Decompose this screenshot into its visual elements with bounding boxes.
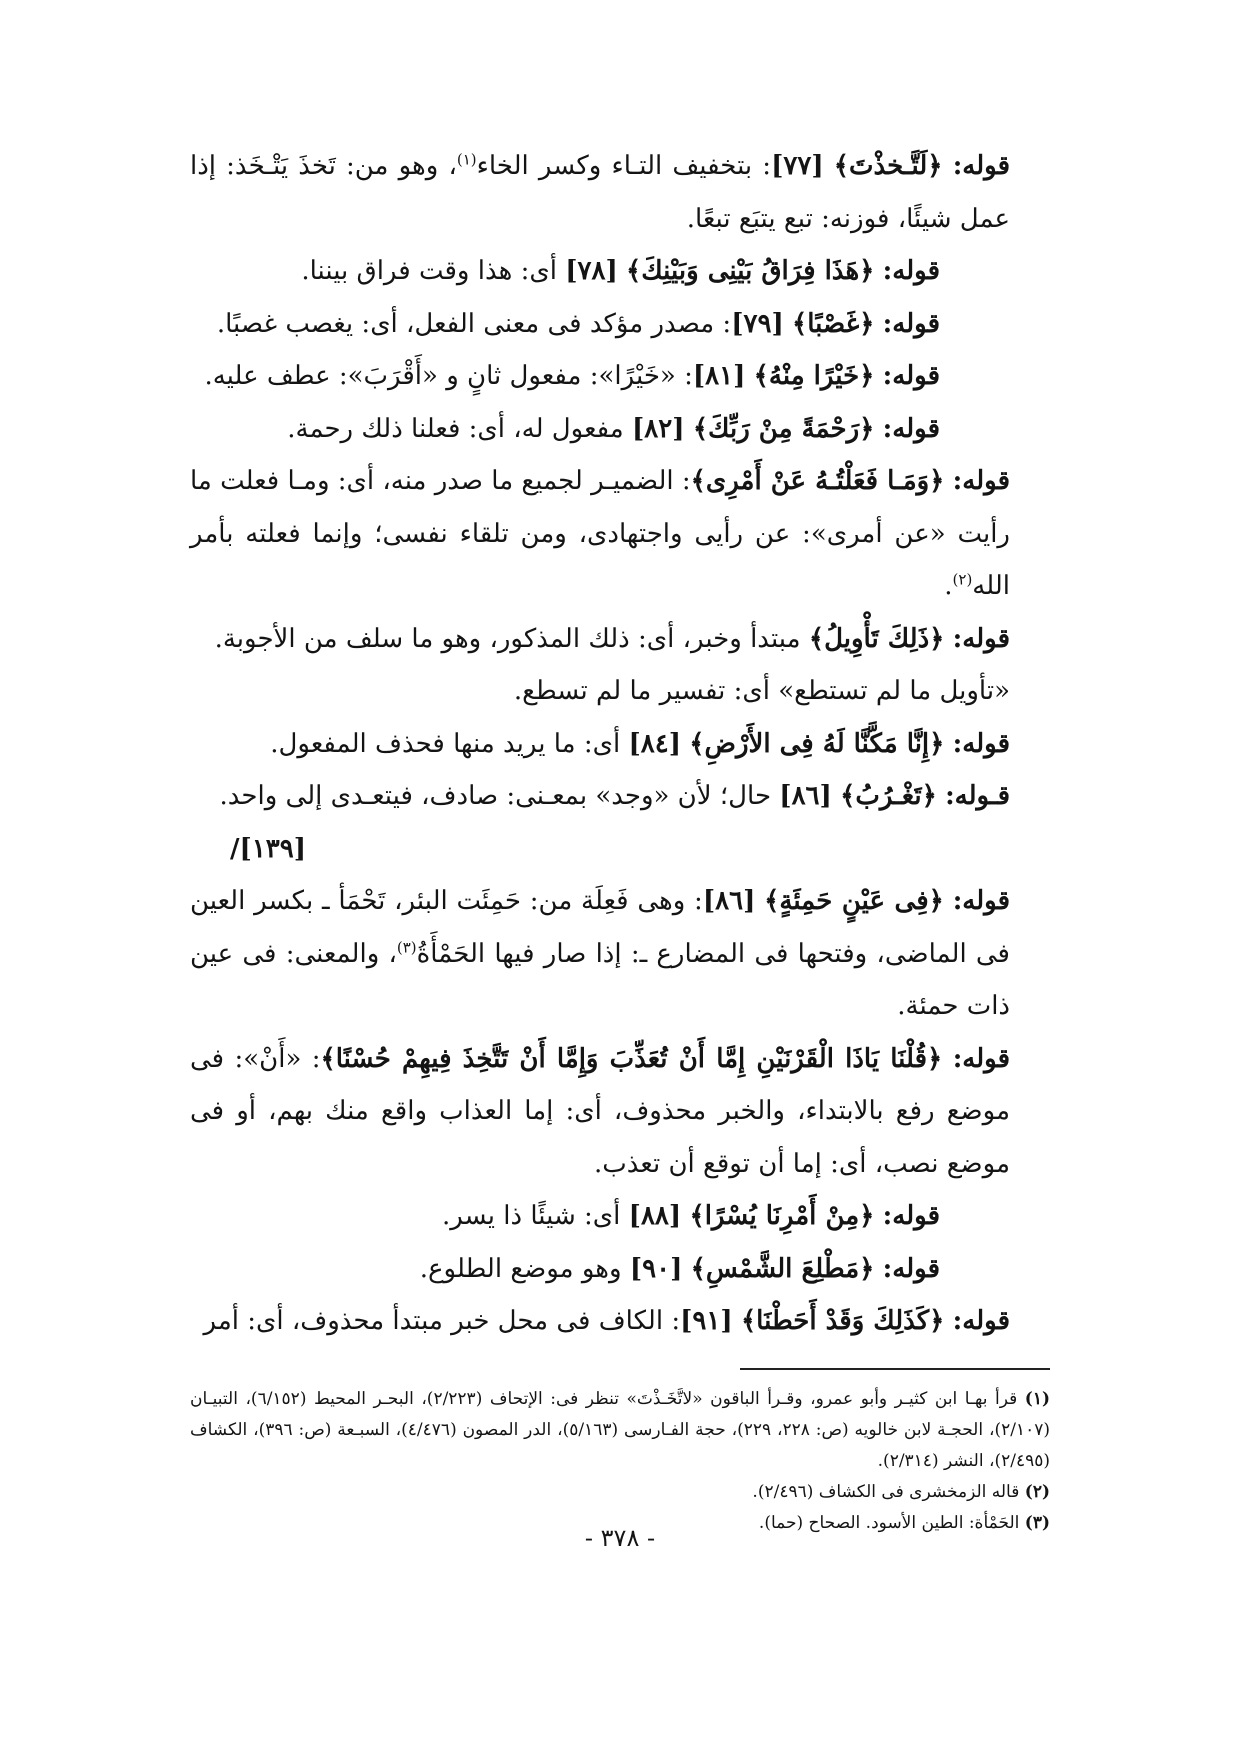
- footnote-text: قرأ بهـا ابن كثيـر وأبو عمرو، وقـرأ الباقون «لاتَّخَـذْتَ» تنظر فى: الإتحاف (٢/٢٢٣)، البحـر المحيط (٦/١٥٢)، التبيـان (٢/١٠٧)، الحجـة لابن خالويه (ص: ٢٢٨، ٢٢٩)، حجة الفـارسى (٥/١٦٣)، الدر المصون (٤/٤٧٦)، السبـعة (ص: ٣٩٦)، الكشاف (٢/٤٩٥)، النشر (٢/٣١٤).: [190, 1388, 1050, 1471]
- entry-text: .: [944, 571, 953, 601]
- entry-86-hamia: [190, 875, 1050, 1033]
- quran-quote: ﴿وَمَـا فَعَلْتُـهُ عَنْ أَمْرِى﴾: [690, 466, 945, 496]
- footnote-1: [190, 1384, 1050, 1477]
- verse-number: [٧٩]: [731, 308, 784, 339]
- quran-quote: ﴿فِى عَيْنٍ حَمِئَةٍ﴾: [764, 886, 944, 916]
- book-page: [190, 140, 1050, 1700]
- quran-quote: ﴿مَطْلِعَ الشَّمْسِ﴾: [690, 1253, 875, 1284]
- verse-number: [٧٧]: [771, 151, 824, 181]
- entry-label: قوله:: [952, 1043, 1011, 1074]
- entry-text: : «أَنْ»: فى موضع رفع بالابتداء، والخبر محذوف، أى: إما العذاب واقع منك بهم، أو فى موضع نصب، أى: إما أن توقع أن تعذب.: [190, 1043, 1010, 1179]
- entry-label: قـوله:: [945, 781, 1010, 811]
- entry-text: ، والمعنى: فى عين ذات حمئة.: [190, 938, 1010, 1021]
- quran-quote: ﴿تَغْـرُبُ﴾: [840, 781, 937, 811]
- footnote-number: (١): [1024, 1388, 1050, 1409]
- entry-label: قوله:: [952, 728, 1010, 759]
- entry-text: مبتدأ وخبر، أى: ذلك المذكور، وهو ما سلف من الأجوبة.: [214, 623, 801, 654]
- entry-label: قوله:: [952, 151, 1011, 181]
- footnote-number: (٣): [1024, 1512, 1050, 1533]
- entry-label: قوله:: [882, 308, 940, 339]
- footnote-number: (٢): [1024, 1481, 1050, 1502]
- entry-text: : بتخفيف التـاء وكسر الخاء: [476, 151, 772, 181]
- entry-text: أى: هذا وقت فراق بيننا.: [301, 256, 557, 286]
- verse-number: [٨٤]: [628, 728, 682, 759]
- quran-quote: ﴿رَحْمَةً مِنْ رَبِّكَ﴾: [692, 413, 875, 444]
- entry-text: أى: ما يريد منها فحذف المفعول.: [270, 728, 621, 759]
- footnote-2: [190, 1477, 1050, 1508]
- entry-label: قوله:: [952, 1306, 1010, 1336]
- entry-label: قوله:: [952, 623, 1010, 654]
- entry-82-amr: [190, 455, 1050, 613]
- footnotes: [190, 1384, 1050, 1539]
- entry-text: أى: شيئًا ذا يسر.: [441, 1201, 621, 1231]
- verse-number: [٩١]: [680, 1306, 733, 1336]
- entry-86: [190, 770, 1050, 823]
- entry-text: وهو موضع الطلوع.: [419, 1253, 622, 1284]
- entry-label: قوله:: [882, 1201, 940, 1231]
- quran-quote: ﴿ذَلِكَ تَأْوِيلُ﴾: [808, 623, 945, 654]
- entry-text: : مصدر مؤكد فى معنى الفعل، أى: يغصب غصبًا.: [216, 308, 732, 339]
- entry-text: : الضميـر لجميع ما صدر منه، أى: ومـا فعلت ما رأيت «عن أمرى»: عن رأيى واجتهادى، ومن تلقاء نفسى؛ وإنما فعلته بأمر الله: [189, 466, 1010, 601]
- quran-quote: ﴿إِنَّا مَكَّنَّا لَهُ فِى الأَرْضِ﴾: [689, 728, 945, 759]
- entry-text: «تأويل ما لم تستطع» أى: تفسير ما لم تسطع.: [513, 676, 1010, 706]
- entry-81: [190, 350, 1050, 403]
- entry-label: قوله:: [952, 466, 1010, 496]
- footnote-text: قاله الزمخشرى فى الكشاف (٢/٤٩٦).: [752, 1481, 1020, 1502]
- quran-quote: ﴿قُلْنَا يَاذَا الْقَرْنَيْنِ إِمَّا أَنْ تُعَذِّبَ وَإِمَّا أَنْ تَتَّخِذَ فِيهِمْ حُسْنًا﴾: [320, 1043, 943, 1074]
- entry-label: قوله:: [882, 1253, 940, 1284]
- verse-number: [٩٠]: [629, 1253, 683, 1284]
- entry-90: [190, 1243, 1050, 1296]
- quran-quote: ﴿غَصْبًا﴾: [792, 308, 875, 339]
- entry-82-tawil-2: [190, 665, 1050, 718]
- quran-quote: ﴿كَذَلِكَ وَقَدْ أَحَطْنَا﴾: [740, 1306, 945, 1336]
- entry-text: : «خَيْرًا»: مفعول ثانٍ و «أَقْرَبَ»: عطف عليه.: [204, 361, 693, 391]
- entry-label: قوله:: [882, 256, 940, 286]
- commentary-text: [190, 140, 1050, 1348]
- entry-text: ، وهو من: تَخذَ يَتْـخَذ: إذا عمل شيئًا، فوزنه: تبع يتبَع تبعًا.: [190, 151, 1010, 234]
- entry-82-tawil: [190, 613, 1050, 666]
- footnote-divider: [740, 1368, 1050, 1370]
- verse-number: [٨٦]: [779, 781, 832, 811]
- entry-79: [190, 298, 1050, 351]
- quran-quote: ﴿خَيْرًا مِنْهُ﴾: [753, 361, 875, 391]
- footnote-ref: (٢): [952, 570, 973, 589]
- entry-text: حال؛ لأن «وجد» بمعـنى: صادف، فيتعـدى إلى واحد.: [219, 781, 772, 811]
- verse-number: [٨٨]: [628, 1201, 682, 1231]
- entry-77: [190, 140, 1050, 245]
- entry-78: [190, 245, 1050, 298]
- verse-number: [٨١]: [692, 361, 746, 391]
- entry-label: قوله:: [952, 886, 1011, 916]
- entry-text: مفعول له، أى: فعلنا ذلك رحمة.: [287, 413, 624, 444]
- entry-88: [190, 1190, 1050, 1243]
- footnote-ref: (٣): [396, 937, 417, 956]
- page-number: - ٣٧٨ -: [584, 1524, 656, 1552]
- entry-86-qarnayn: [190, 1033, 1050, 1191]
- entry-91: [190, 1295, 1050, 1348]
- quran-quote: ﴿لَتَّـخذْتَ﴾: [833, 151, 943, 181]
- entry-text: : الكاف فى محل خبر مبتدأ محذوف، أى: أمر: [203, 1306, 681, 1336]
- entry-82: [190, 403, 1050, 456]
- entry-label: قوله:: [882, 413, 940, 444]
- verse-number: [٧٨]: [565, 256, 618, 286]
- folio-marker: /[١٣٩]: [230, 833, 307, 864]
- quran-quote: ﴿هَذَا فِرَاقُ بَيْنِى وَبَيْنِكَ﴾: [626, 256, 875, 286]
- footnote-text: الحَمْأة: الطين الأسود. الصحاح (حما).: [758, 1512, 1020, 1533]
- footnote-ref: (١): [456, 150, 477, 169]
- entry-84: [190, 718, 1050, 771]
- quran-quote: ﴿مِنْ أَمْرِنَا يُسْرًا﴾: [689, 1201, 875, 1231]
- entry-label: قوله:: [882, 361, 940, 391]
- verse-number: [٨٦]: [702, 886, 756, 916]
- entry-text: : وهى فَعِلَة من: حَمِئَت البئر، تَحْمَأ ـ بكسر العين فى الماضى، وفتحها فى المضارع ـ: إذا صار فيها الحَمْأَةُ: [190, 886, 1010, 969]
- verse-number: [٨٢]: [631, 413, 685, 444]
